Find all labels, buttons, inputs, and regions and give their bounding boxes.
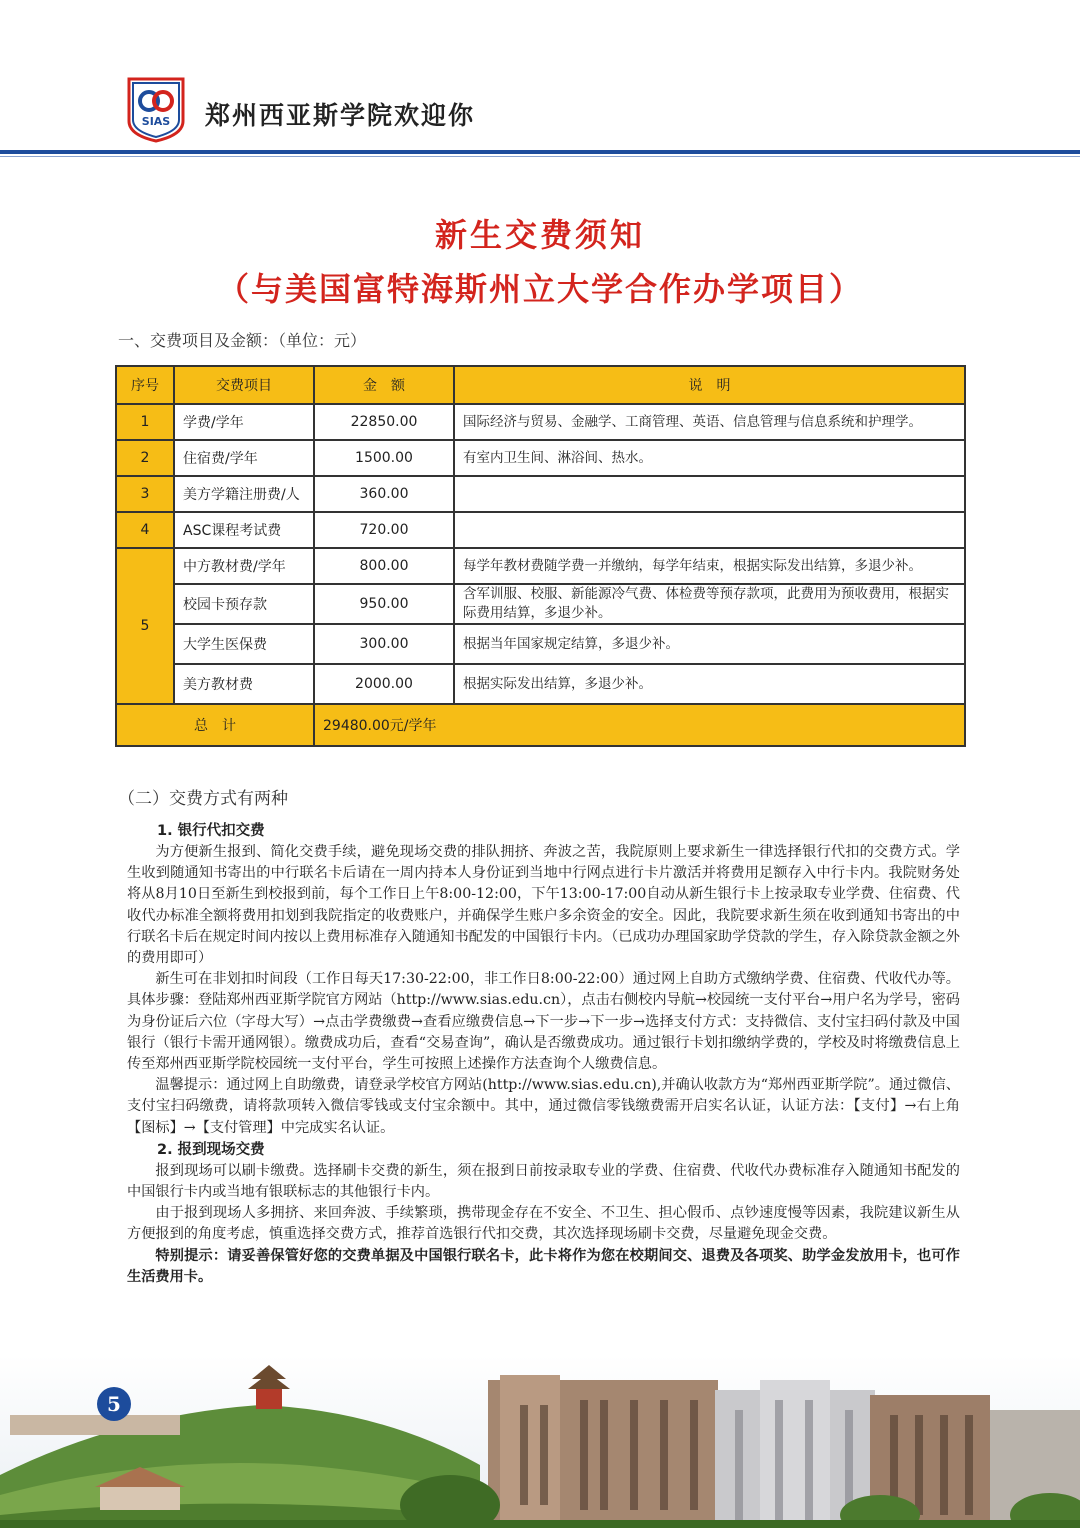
row-amount: 22850.00 <box>314 404 454 440</box>
page-subtitle: （与美国富特海斯州立大学合作办学项目） <box>216 270 863 308</box>
special-notice-text: 特别提示：请妥善保管好您的交费单据及中国银行联名卡，此卡将作为您在校期间交、退费及各项奖、助学金发放用卡，也可作生活费用卡。 <box>127 1247 960 1285</box>
row-no: 1 <box>116 404 174 440</box>
row-note: 每学年教材费随学费一并缴纳，每学年结束，根据实际发出结算，多退少补。 <box>454 548 965 584</box>
subheading-onsite: 2. 报到现场交费 <box>157 1141 265 1158</box>
row-amount: 1500.00 <box>314 440 454 476</box>
row-note: 有室内卫生间、淋浴间、热水。 <box>454 440 965 476</box>
col-header-note: 说 明 <box>454 366 965 404</box>
total-label: 总 计 <box>116 704 314 746</box>
table-row <box>116 624 965 664</box>
paragraph: 新生可在非划扣时间段（工作日每天17:30-22:00，非工作日8:00-22:00）通过网上自助方式缴纳学费、住宿费、代收代办等。具体步骤：登陆郑州西亚斯学院官方网站（http://www.sias.edu.cn），点击右侧校内导航→校园统一支付平台→用户名为学号，密码为身份证后六位（字母大写）→点击学费缴费→查看应缴费信息→下一步→下一步→选择支付方式：支持微信、支付宝扫码付款及中国银行（银行卡需开通网银）。缴费成功后，查看“交易查询”，确认是否缴费成功。通过银行卡划扣缴纳学费的，学校及时将缴费信息上传至郑州西亚斯学院校园统一支付平台，学生可按照上述操作方法查询个人缴费信息。 <box>127 971 960 1073</box>
row-note: 根据当年国家规定结算，多退少补。 <box>454 624 965 664</box>
header-title: 郑州西亚斯学院欢迎你 <box>205 101 476 130</box>
payment-instructions <box>127 820 960 1288</box>
row-amount: 300.00 <box>314 624 454 664</box>
row-amount: 800.00 <box>314 548 454 584</box>
row-amount: 720.00 <box>314 512 454 548</box>
col-header-no: 序号 <box>116 366 174 404</box>
row-item: 校园卡预存款 <box>174 584 314 624</box>
row-note: 根据实际发出结算，多退少补。 <box>454 664 965 704</box>
row-item: 大学生医保费 <box>174 624 314 664</box>
paragraph: 为方便新生报到、简化交费手续，避免现场交费的排队拥挤、奔波之苦，我院原则上要求新生一律选择银行代扣的交费方式。学生收到随通知书寄出的中行联名卡后请在一周内持本人身份证到当地中行网点进行卡片激活并将费用足额存入中行卡内。我院财务处将从8月10日至新生到校报到前，每个工作日上午8:00-12:00，下午13:00-17:00自动从新生银行卡上按录取专业学费、住宿费、代收代办标准全额将费用扣划到我院指定的收费账户，并确保学生账户多余资金的安全。因此，我院要求新生须在收到通知书寄出的中行联名卡后在规定时间内按以上费用标准存入随通知书配发的中国银行卡内。（已成功办理国家助学贷款的学生，存入除贷款金额之外的费用即可） <box>127 844 960 967</box>
total-value: 29480.00元/学年 <box>314 704 965 746</box>
table-row <box>116 512 965 548</box>
paragraph: 温馨提示：通过网上自助缴费，请登录学校官方网站(http://www.sias.edu.cn),并确认收款方为“郑州西亚斯学院”。通过微信、支付宝扫码缴费，请将款项转入微信零钱或支付宝余额中。其中，通过微信零钱缴费需开启实名认证，认证方法：【支付】→右上角【图标】→【支付管理】中完成实名认证。 <box>127 1077 960 1136</box>
section-heading-fees: 一、交费项目及金额：（单位：元） <box>118 331 367 350</box>
row-item: ASC课程考试费 <box>174 512 314 548</box>
paragraph: 报到现场可以刷卡缴费。选择刷卡交费的新生，须在报到日前按录取专业的学费、住宿费、代收代办费标准存入随通知书配发的中国银行卡内或当地有银联标志的其他银行卡内。 <box>127 1162 960 1201</box>
row-note <box>454 512 965 548</box>
table-row <box>116 440 965 476</box>
row-note <box>454 476 965 512</box>
row-no: 2 <box>116 440 174 476</box>
row-amount: 360.00 <box>314 476 454 512</box>
table-row <box>116 476 965 512</box>
sias-logo <box>127 77 185 143</box>
fee-table <box>115 365 966 747</box>
table-row <box>116 664 965 704</box>
table-header-row <box>116 366 965 404</box>
row-item: 住宿费/学年 <box>174 440 314 476</box>
table-row <box>116 548 965 584</box>
page-title: 新生交费须知 <box>434 216 645 254</box>
paragraph: 由于报到现场人多拥挤、来回奔波、手续繁琐，携带现金存在不安全、不卫生、担心假币、点钞速度慢等因素，我院建议新生从方便报到的角度考虑，慎重选择交费方式，推荐首选银行代扣交费，其次选择现场刷卡交费，尽量避免现金交费。 <box>127 1205 960 1243</box>
table-row <box>116 404 965 440</box>
campus-illustration <box>0 1355 1080 1528</box>
page-number-badge: 5 <box>97 1387 131 1421</box>
row-no: 5 <box>116 548 174 704</box>
row-no: 3 <box>116 476 174 512</box>
col-header-item: 交费项目 <box>174 366 314 404</box>
row-note: 含军训服、校服、新能源冷气费、体检费等预存款项，此费用为预收费用，根据实际费用结算，多退少补。 <box>454 584 965 624</box>
section-heading-payment: （二）交费方式有两种 <box>118 789 288 809</box>
row-note: 国际经济与贸易、金融学、工商管理、英语、信息管理与信息系统和护理学。 <box>454 404 965 440</box>
header-divider-thin <box>0 156 1080 157</box>
col-header-amount: 金 额 <box>314 366 454 404</box>
row-item: 中方教材费/学年 <box>174 548 314 584</box>
logo-text: SIAS <box>141 115 171 128</box>
header-divider <box>0 150 1080 154</box>
table-row <box>116 584 965 624</box>
table-total-row <box>116 704 965 746</box>
row-item: 美方学籍注册费/人 <box>174 476 314 512</box>
row-no: 4 <box>116 512 174 548</box>
row-amount: 950.00 <box>314 584 454 624</box>
page-header <box>0 0 1080 160</box>
subheading-bank: 1. 银行代扣交费 <box>157 823 265 839</box>
row-amount: 2000.00 <box>314 664 454 704</box>
row-item: 美方教材费 <box>174 664 314 704</box>
special-notice <box>127 1246 960 1288</box>
row-item: 学费/学年 <box>174 404 314 440</box>
